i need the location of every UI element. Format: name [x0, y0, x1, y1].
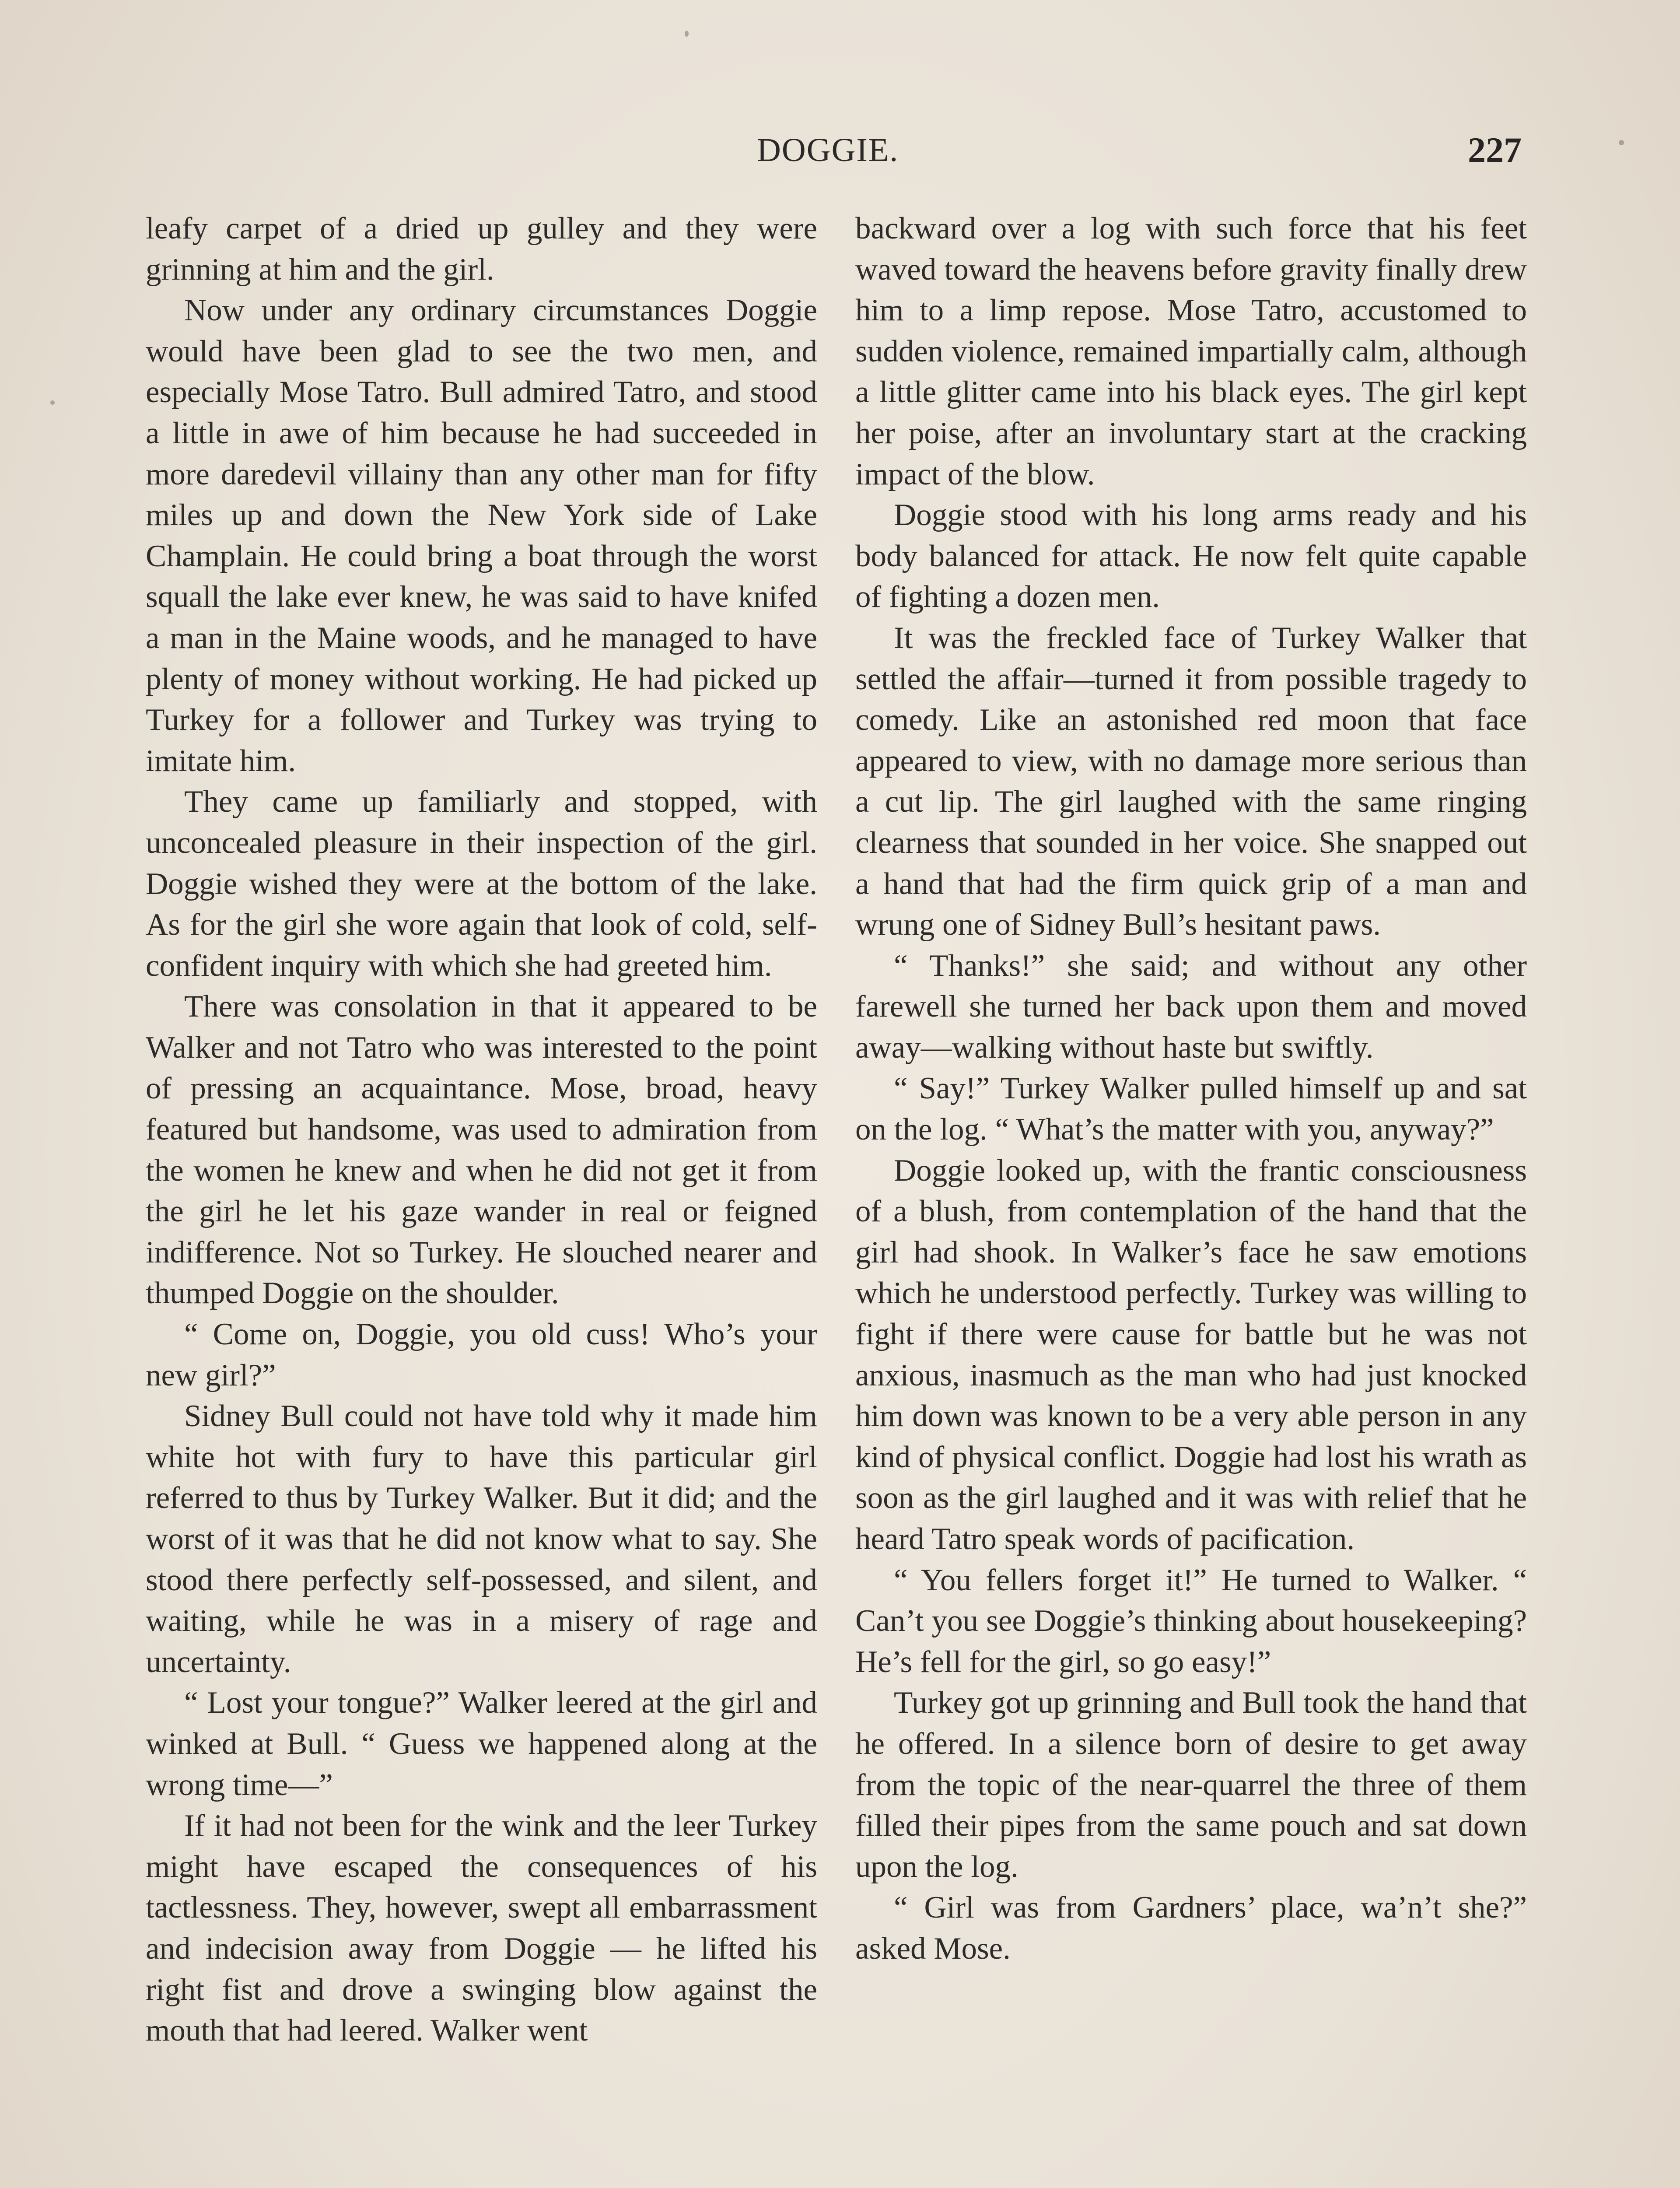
paragraph: Turkey got up grinning and Bull took the hand that he offered. In a silence born of desire to get away from the topic of the near-quarrel the three of them filled their pipes from the same pouch and sat down upon the log.	[855, 1686, 1527, 1884]
running-title: DOGGIE.	[757, 132, 899, 168]
page-number: 227	[1468, 130, 1522, 170]
right-text-column	[855, 208, 1527, 1970]
paragraph: backward over a log with such force that his feet waved toward the heavens before gravity finally drew him to a limp repose. Mose Tatro, accustomed to sudden violence, remained impartially calm, although a little glitter came into his black eyes. The girl kept her poise, after an involuntary start at the cracking impact of the blow.	[855, 211, 1527, 491]
paragraph: If it had not been for the wink and the leer Turkey might have escaped the consequences of his tactlessness. They, however, swept all embarrassment and indecision away from Doggie — he lifted his right fist and drove a swinging blow against the mouth that had leered. Walker went	[146, 1809, 817, 2048]
paragraph: “ You fellers forget it!” He turned to Walker. “ Can’t you see Doggie’s thinking about housekeeping? He’s fell for the girl, so go easy!”	[855, 1563, 1527, 1679]
paragraph: leafy carpet of a dried up gulley and they were grinning at him and the girl.	[146, 211, 817, 287]
paragraph: Sidney Bull could not have told why it made him white hot with fury to have this particular girl referred to thus by Turkey Walker. But it did; and the worst of it was that he did not know what to say. She stood there perfectly self-possessed, and silent, and waiting, while he was in a misery of rage and uncertainty.	[146, 1399, 817, 1679]
paragraph: Doggie looked up, with the frantic consciousness of a blush, from contemplation of the hand that the girl had shook. In Walker’s face he saw emotions which he understood perfectly. Turkey was willing to fight if there were cause for battle but he was not anxious, inasmuch as the man who had just knocked him down was known to be a very able person in any kind of physical conflict. Doggie had lost his wrath as soon as the girl laughed and it was with relief that he heard Tatro speak words of pacification.	[855, 1153, 1527, 1556]
paragraph: “ Say!” Turkey Walker pulled himself up and sat on the log. “ What’s the matter with you, anyway?”	[855, 1071, 1527, 1147]
paragraph: It was the freckled face of Turkey Walker that settled the affair—turned it from possible tragedy to comedy. Like an astonished red moon that face appeared to view, with no damage more serious than a cut lip. The girl laughed with the same ringing clearness that sounded in her voice. She snapped out a hand that had the firm quick grip of a man and wrung one of Sidney Bull’s hesitant paws.	[855, 621, 1527, 942]
paragraph: Now under any ordinary circumstances Doggie would have been glad to see the two men, and especially Mose Tatro. Bull admired Tatro, and stood a little in awe of him because he had succeeded in more daredevil villainy than any other man for fifty miles up and down the New York side of Lake Champlain. He could bring a boat through the worst squall the lake ever knew, he was said to have knifed a man in the Maine woods, and he managed to have plenty of money without working. He had picked up Turkey for a follower and Turkey was trying to imitate him.	[146, 293, 817, 778]
paragraph: “ Thanks!” she said; and without any other farewell she turned her back upon them and moved away—walking without haste but swiftly.	[855, 948, 1527, 1065]
paragraph: Doggie stood with his long arms ready and his body balanced for attack. He now felt quite capable of fighting a dozen men.	[855, 498, 1527, 614]
paper-speck	[50, 400, 55, 405]
paragraph: “ Come on, Doggie, you old cuss! Who’s your new girl?”	[146, 1317, 817, 1392]
page-header	[0, 131, 1680, 179]
paper-speck	[685, 31, 689, 37]
paragraph: There was consolation in that it appeared to be Walker and not Tatro who was interested to the point of pressing an acquaintance. Mose, broad, heavy featured but handsome, was used to admiration from the women he knew and when he did not get it from the girl he let his gaze wander in real or feigned indifference. Not so Turkey. He slouched nearer and thumped Doggie on the shoulder.	[146, 989, 817, 1311]
paragraph: “ Girl was from Gardners’ place, wa’n’t she?” asked Mose.	[855, 1890, 1527, 1966]
left-text-column	[146, 208, 817, 2051]
paragraph: They came up familiarly and stopped, with unconcealed pleasure in their inspection of the girl. Doggie wished they were at the bottom of the lake. As for the girl she wore again that look of cold, self-confident inquiry with which she had greeted him.	[146, 785, 817, 983]
paragraph: “ Lost your tongue?” Walker leered at the girl and winked at Bull. “ Guess we happened along at the wrong time—”	[146, 1686, 817, 1802]
